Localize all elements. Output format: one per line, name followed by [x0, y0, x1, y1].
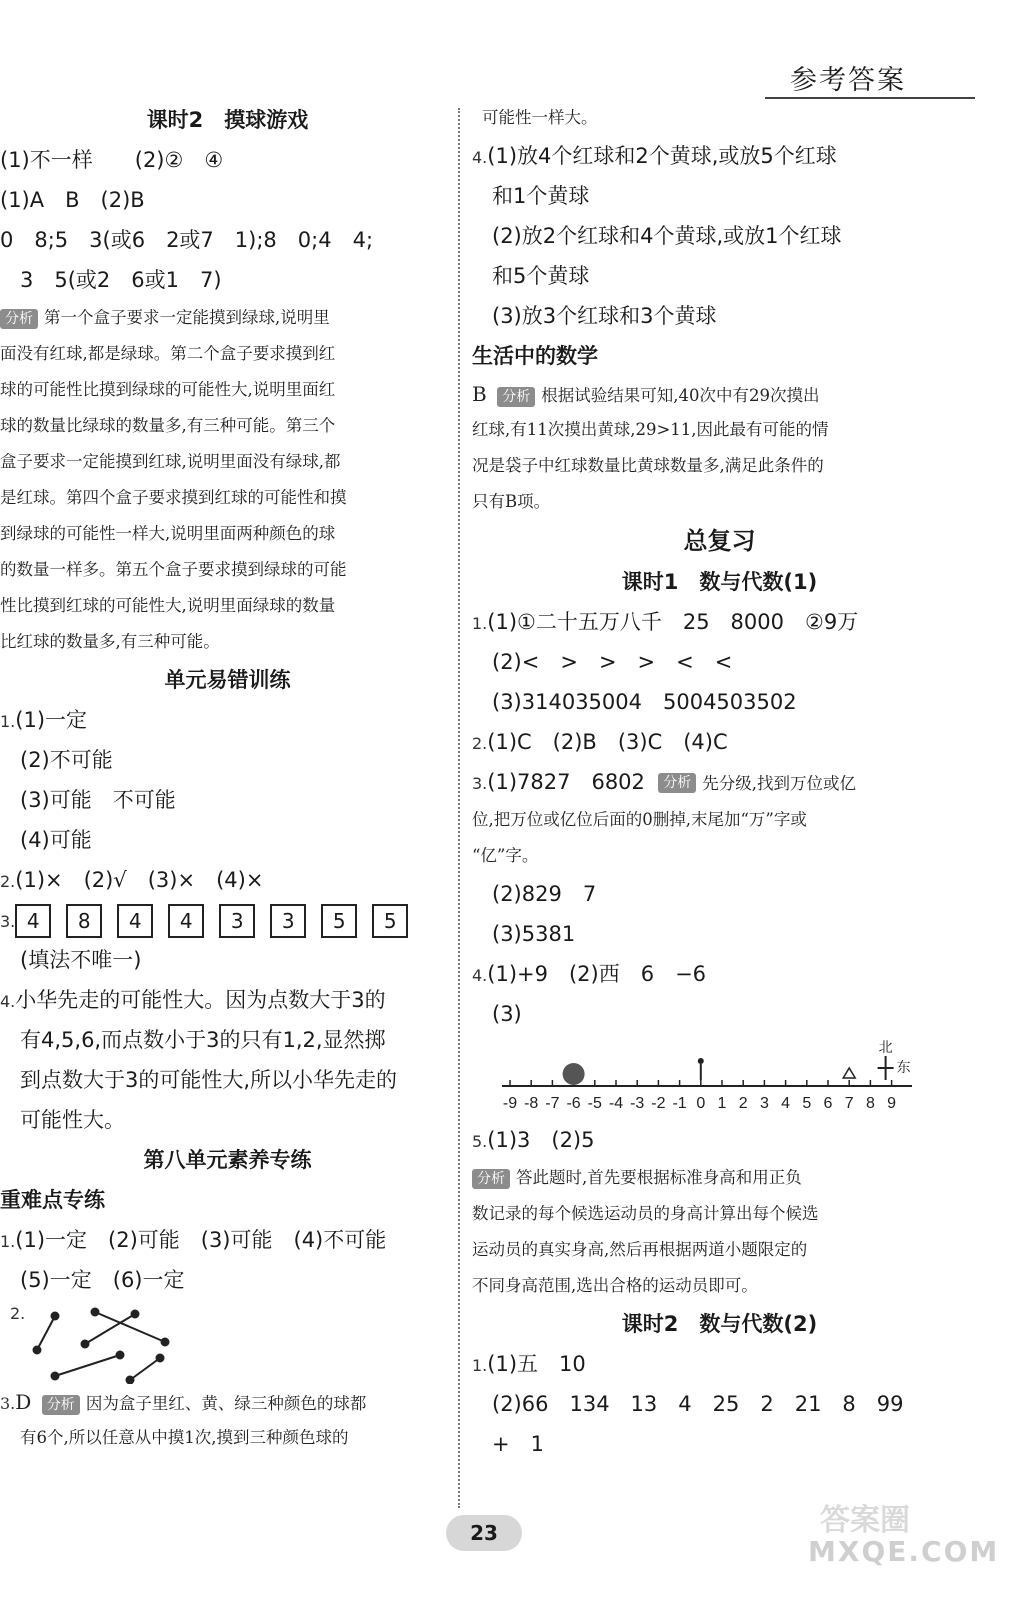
analysis-text: 因为盒子里红、黄、绿三种颜色的球都: [85, 1394, 367, 1413]
compass-east-label: 东: [896, 1060, 911, 1076]
answer-line: 到点数大于3的可能性大,所以小华先走的: [20, 1068, 398, 1092]
answer-line: (3): [492, 1002, 522, 1026]
analysis-line: 运动员的真实身高,然后再根据两道小题限定的: [472, 1240, 808, 1259]
answer-line: 有4,5,6,而点数小于3的只有1,2,显然掷: [20, 1028, 386, 1052]
answer-line: + 1: [492, 1432, 544, 1456]
answer-text: (1)C (2)B (3)C (4)C: [487, 730, 728, 754]
compass-north-label: 北: [878, 1040, 893, 1056]
question-number: 1.: [472, 614, 488, 633]
answer-line: [0, 860, 455, 900]
answer-text: (1)放4个红球和2个黄球,或放5个红球: [487, 144, 837, 168]
number-line-label: 7: [844, 1095, 854, 1112]
answer-box: 4: [168, 904, 204, 938]
number-line-label: -2: [651, 1095, 666, 1112]
question-number: 1.: [0, 1232, 16, 1251]
analysis-line: 不同身高范围,选出合格的运动员即可。: [472, 1276, 758, 1295]
answer-box: 5: [372, 904, 408, 938]
watermark-logo: 答案圈: [820, 1503, 910, 1538]
analysis-line: 的数量一样多。第五个盒子要求摸到绿球的可能: [0, 560, 347, 579]
review-heading: 总复习: [683, 527, 756, 555]
question-number: 4.: [472, 148, 488, 167]
answer-box: 4: [15, 904, 51, 938]
analysis-line: 况是袋子中红球数量比黄球数量多,满足此条件的: [472, 456, 824, 475]
house-icon: [563, 1063, 585, 1085]
number-line-label: 6: [823, 1095, 833, 1112]
question-number: 2.: [472, 734, 488, 753]
analysis-line: 面没有红球,都是绿球。第二个盒子要求摸到红: [0, 344, 336, 363]
analysis-line: 比红球的数量多,有三种可能。: [0, 632, 220, 651]
analysis-text: 第一个盒子要求一定能摸到绿球,说明里: [44, 308, 330, 327]
number-line-label: 5: [802, 1095, 812, 1112]
question-number: 1.: [0, 712, 16, 731]
review-lesson1-heading: 课时1 数与代数(1): [621, 570, 818, 594]
answer-line: (4)可能: [20, 828, 92, 852]
errors-heading: 单元易错训练: [164, 668, 291, 692]
answer-line: (3)放3个红球和3个黄球: [492, 304, 717, 328]
number-line-label: -1: [672, 1095, 687, 1112]
number-line-label: -7: [545, 1095, 560, 1112]
analysis-line: 性比摸到红球的可能性大,说明里面绿球的数量: [0, 596, 336, 615]
answer-line: 0 8;5 3(或6 2或7 1);8 0;4 4;: [0, 228, 374, 252]
answer-line: [472, 762, 967, 802]
page-number: 23: [446, 1515, 522, 1551]
question-number: 2.: [10, 1304, 26, 1323]
left-column: [0, 100, 455, 1456]
question-number: 4.: [0, 992, 16, 1011]
right-column: [472, 100, 967, 1464]
question-number: 1.: [472, 1356, 488, 1375]
question-number: 3.: [0, 1394, 16, 1413]
analysis-tag: 分析: [658, 773, 696, 793]
question-number: 3.: [0, 912, 16, 931]
answer-box: 3: [270, 904, 306, 938]
answer-line: [0, 980, 455, 1020]
answer-text: 小华先走的可能性大。因为点数大于3的: [15, 988, 386, 1012]
answer-line: [472, 1344, 967, 1384]
continued-line: 可能性一样大。: [482, 108, 598, 127]
answer-text: D: [15, 1390, 32, 1414]
number-line-label: 9: [887, 1095, 897, 1112]
number-line-label: -5: [587, 1095, 602, 1112]
analysis-tag: 分析: [42, 1395, 80, 1415]
analysis-line: 球的可能性比摸到绿球的可能性大,说明里面红: [0, 380, 336, 399]
number-line: [472, 1034, 967, 1120]
answer-line: (2)829 7: [492, 882, 597, 906]
analysis-line: 盒子要求一定能摸到红球,说明里面没有绿球,都: [0, 452, 341, 471]
answer-line: [472, 722, 967, 762]
analysis-line: 只有B项。: [472, 492, 551, 511]
analysis-text: 根据试验结果可知,40次中有29次摸出: [541, 386, 820, 405]
answer-boxes: [15, 908, 423, 932]
answer-line: (1)不一样 (2)② ④: [0, 148, 224, 172]
analysis-line: 位,把万位或亿位后面的0删掉,末尾加“万”字或: [472, 810, 807, 829]
answer-text: (1)3 (2)5: [487, 1128, 595, 1152]
header-title: 参考答案: [790, 65, 906, 96]
answer-line: [472, 602, 967, 642]
analysis-line: “亿”字。: [472, 846, 539, 865]
person-head-icon: [698, 1058, 704, 1064]
answer-text: (1)+9 (2)西 6 −6: [487, 962, 707, 986]
life-math-heading: 生活中的数学: [472, 344, 598, 368]
answer-line: [472, 136, 967, 176]
answer-line: (2)不可能: [20, 748, 113, 772]
answer-box: 5: [321, 904, 357, 938]
analysis-line: 到绿球的可能性一样大,说明里面两种颜色的球: [0, 524, 336, 543]
answer-text: (1)①二十五万八千 25 8000 ②9万: [487, 610, 859, 634]
number-line-label: -9: [502, 1095, 518, 1112]
answer-line: [0, 700, 455, 740]
analysis-line: [472, 1160, 967, 1196]
number-line-label: 4: [781, 1095, 791, 1112]
number-line-label: 0: [696, 1095, 706, 1112]
line-matching-drawing: [25, 1300, 225, 1384]
analysis-line: 有6个,所以任意从中摸1次,摸到三种颜色球的: [20, 1428, 349, 1447]
analysis-line: [472, 376, 967, 412]
watermark-text: MXQE.COM: [808, 1535, 1000, 1568]
header-rule: [765, 97, 975, 99]
analysis-text: 先分级,找到万位或亿: [702, 774, 857, 793]
number-line-label: 3: [759, 1095, 769, 1112]
analysis-line: 球的数量比绿球的数量多,有三种可能。第三个: [0, 416, 336, 435]
answer-text: (1)五 10: [487, 1352, 586, 1376]
analysis-line: 是红球。第四个盒子要求摸到红球的可能性和摸: [0, 488, 347, 507]
review-lesson2-heading: 课时2 数与代数(2): [621, 1312, 818, 1336]
triangle-marker-icon: [843, 1068, 855, 1078]
analysis-line: [0, 1384, 455, 1420]
number-line-label: -4: [608, 1095, 624, 1112]
question-number: 2.: [0, 872, 16, 891]
analysis-line: 红球,有11次摸出黄球,29>11,因此最有可能的情: [472, 420, 829, 439]
question-number: 3.: [472, 774, 488, 793]
number-line-drawing: [502, 1034, 922, 1120]
answer-line: (1)A B (2)B: [0, 188, 145, 212]
analysis-line: 数记录的每个候选运动员的身高计算出每个候选: [472, 1204, 819, 1223]
answer-text: (1)× (2)√ (3)× (4)×: [15, 868, 264, 892]
answer-box: 3: [219, 904, 255, 938]
answer-line: [0, 1220, 455, 1260]
analysis-tag: 分析: [0, 309, 38, 329]
number-line-label: 8: [865, 1095, 875, 1112]
analysis-tag: 分析: [472, 1169, 510, 1189]
question-number: 4.: [472, 966, 488, 985]
answer-line: (2)66 134 13 4 25 2 21 8 99: [492, 1392, 904, 1416]
answer-text: (1)一定: [15, 708, 88, 732]
analysis-tag: 分析: [497, 387, 535, 407]
answer-line: (填法不唯一): [20, 948, 142, 972]
answer-box: 4: [117, 904, 153, 938]
answer-line: 3 5(或2 6或1 7): [20, 268, 222, 292]
number-line-label: -3: [630, 1095, 645, 1112]
answer-line: (3)5381: [492, 922, 576, 946]
unit8-subheading: 重难点专练: [0, 1188, 105, 1212]
number-line-label: -6: [566, 1095, 581, 1112]
number-line-label: 1: [717, 1095, 727, 1112]
answer-line: (3)314035004 5004503502: [492, 690, 797, 714]
matching-diagram: [0, 1300, 455, 1384]
column-divider: [458, 108, 460, 1508]
answer-text: (1)7827 6802: [487, 770, 645, 794]
question-number: 5.: [472, 1132, 488, 1151]
answer-line: 可能性大。: [20, 1108, 125, 1132]
answer-line: 和1个黄球: [492, 184, 590, 208]
answer-line: (3)可能 不可能: [20, 788, 176, 812]
answer-line: (5)一定 (6)一定: [20, 1268, 185, 1292]
number-line-label: 2: [738, 1095, 748, 1112]
answer-line: [472, 1120, 967, 1160]
number-line-label: -8: [524, 1095, 539, 1112]
answer-line: [472, 954, 967, 994]
answer-text: B: [472, 382, 487, 406]
answer-line: [0, 900, 455, 940]
unit8-heading: 第八单元素养专练: [143, 1148, 312, 1172]
answer-box: 8: [66, 904, 102, 938]
analysis-text: 答此题时,首先要根据标准身高和用正负: [516, 1168, 802, 1187]
lesson2-heading: 课时2 摸球游戏: [146, 108, 309, 132]
analysis-line: [0, 300, 455, 336]
answer-line: 和5个黄球: [492, 264, 590, 288]
answer-text: (1)一定 (2)可能 (3)可能 (4)不可能: [15, 1228, 387, 1252]
answer-line: (2)< > > > < <: [492, 650, 733, 674]
answer-line: (2)放2个红球和4个黄球,或放1个红球: [492, 224, 842, 248]
